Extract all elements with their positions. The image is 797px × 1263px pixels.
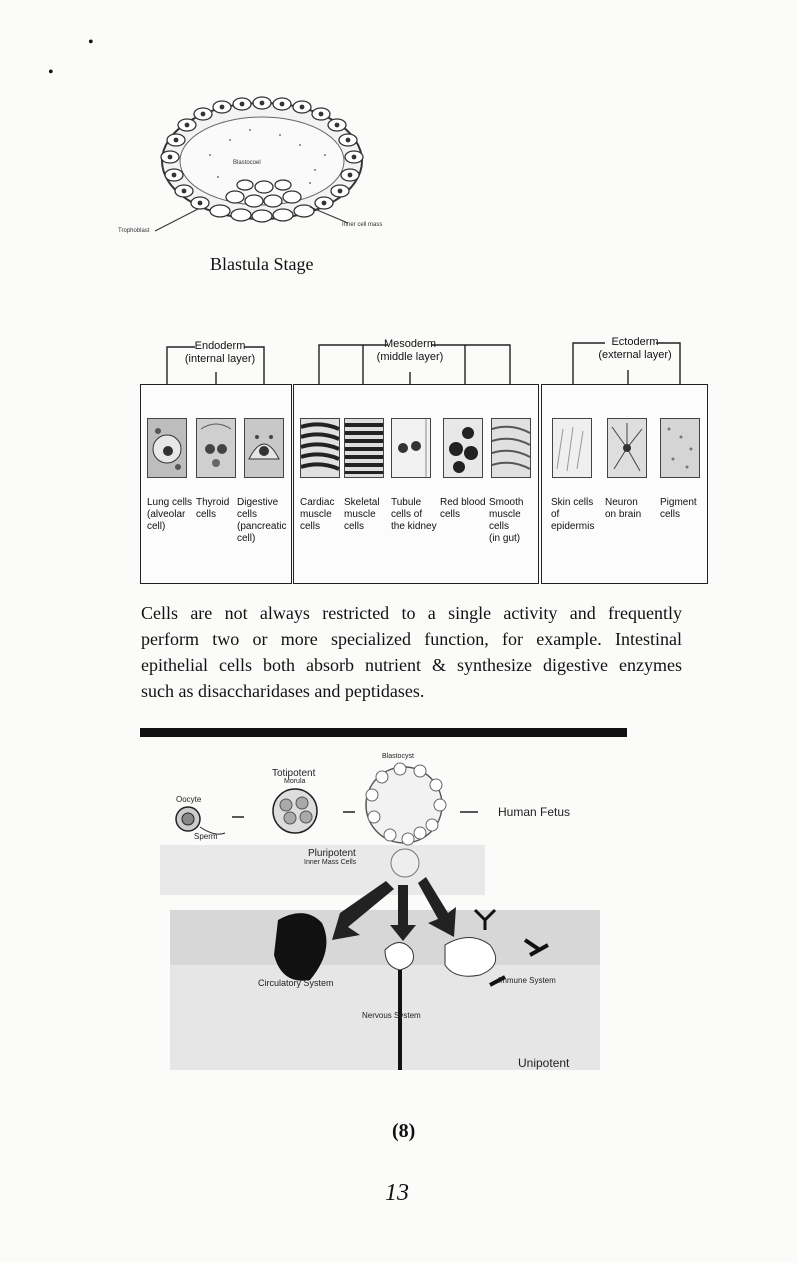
- inner-mass-label: Inner Mass Cells: [304, 859, 357, 866]
- stem-cell-diagram: [160, 745, 620, 1085]
- cell-label: Neuron on brain: [605, 497, 642, 520]
- pigment-cell-image: [660, 418, 700, 478]
- cell-label: Digestive cells (pancreatic cell): [237, 497, 287, 544]
- divider-bar: [140, 728, 627, 737]
- human-fetus-label: Human Fetus: [498, 805, 571, 819]
- lung-cell-image: [147, 418, 187, 478]
- cardiac-muscle-image: [300, 418, 340, 478]
- blastula-caption: Blastula Stage: [210, 254, 314, 274]
- ectoderm-title: Ectoderm (external layer): [598, 336, 672, 361]
- thyroid-cell-image: [196, 418, 236, 478]
- bullet-mark: •: [88, 34, 94, 51]
- red-blood-cells-image: [443, 418, 483, 478]
- mesoderm-title: Mesoderm (middle layer): [376, 338, 444, 363]
- oocyte-label: Oocyte: [176, 795, 202, 804]
- skin-cell-image: [552, 418, 592, 478]
- nervous-label: Nervous System: [362, 1011, 421, 1020]
- mesoderm-panel: [293, 384, 539, 584]
- skeletal-muscle-image: [344, 418, 384, 478]
- kidney-tubule-image: [391, 418, 431, 478]
- morula-label: Morula: [284, 778, 306, 785]
- germ-layer-connectors: [0, 0, 797, 420]
- cell-label: Cardiac muscle cells: [300, 497, 335, 532]
- sperm-label: Sperm: [194, 832, 218, 841]
- unipotent-label: Unipotent: [518, 1056, 570, 1070]
- immune-label: Immune System: [498, 976, 556, 985]
- cell-label: Tubule cells of the kidney: [391, 497, 437, 532]
- blastocoel-label: Blastocoel: [233, 160, 261, 166]
- page-number: (8): [392, 1120, 416, 1142]
- endoderm-title: Endoderm (internal layer): [184, 340, 256, 365]
- inner-cell-mass-label: Inner cell mass: [342, 222, 383, 228]
- smooth-muscle-image: [491, 418, 531, 478]
- blastocyst-label: Blastocyst: [382, 753, 414, 760]
- trophoblast-label: Trophoblast: [118, 228, 150, 234]
- body-paragraph: Cells are not always restricted to a single activity and frequently perform two or more specialized function, for example. Intestinal epithelial cells both absorb nutrient & synthesize digestive enzymes such as disaccharidases and peptidases.: [141, 603, 682, 701]
- cell-label: Skeletal muscle cells: [344, 497, 380, 532]
- circulatory-label: Circulatory System: [258, 978, 334, 988]
- pluripotent-label: Pluripotent: [308, 848, 356, 859]
- bullet-mark: •: [48, 64, 54, 81]
- totipotent-label: Totipotent: [272, 768, 316, 779]
- ectoderm-panel: [541, 384, 708, 584]
- neuron-image: [607, 418, 647, 478]
- cell-label: Skin cells of epidermis: [551, 497, 595, 532]
- cell-label: Lung cells (alveolar cell): [147, 497, 193, 532]
- cell-label: Pigment cells: [660, 497, 697, 520]
- handwritten-page-number: 13: [385, 1180, 409, 1206]
- endoderm-panel: [140, 384, 292, 584]
- cell-label: Smooth muscle cells (in gut): [489, 497, 524, 544]
- cell-label: Red blood cells: [440, 497, 486, 520]
- cell-label: Thyroid cells: [196, 497, 230, 520]
- digestive-cell-image: [244, 418, 284, 478]
